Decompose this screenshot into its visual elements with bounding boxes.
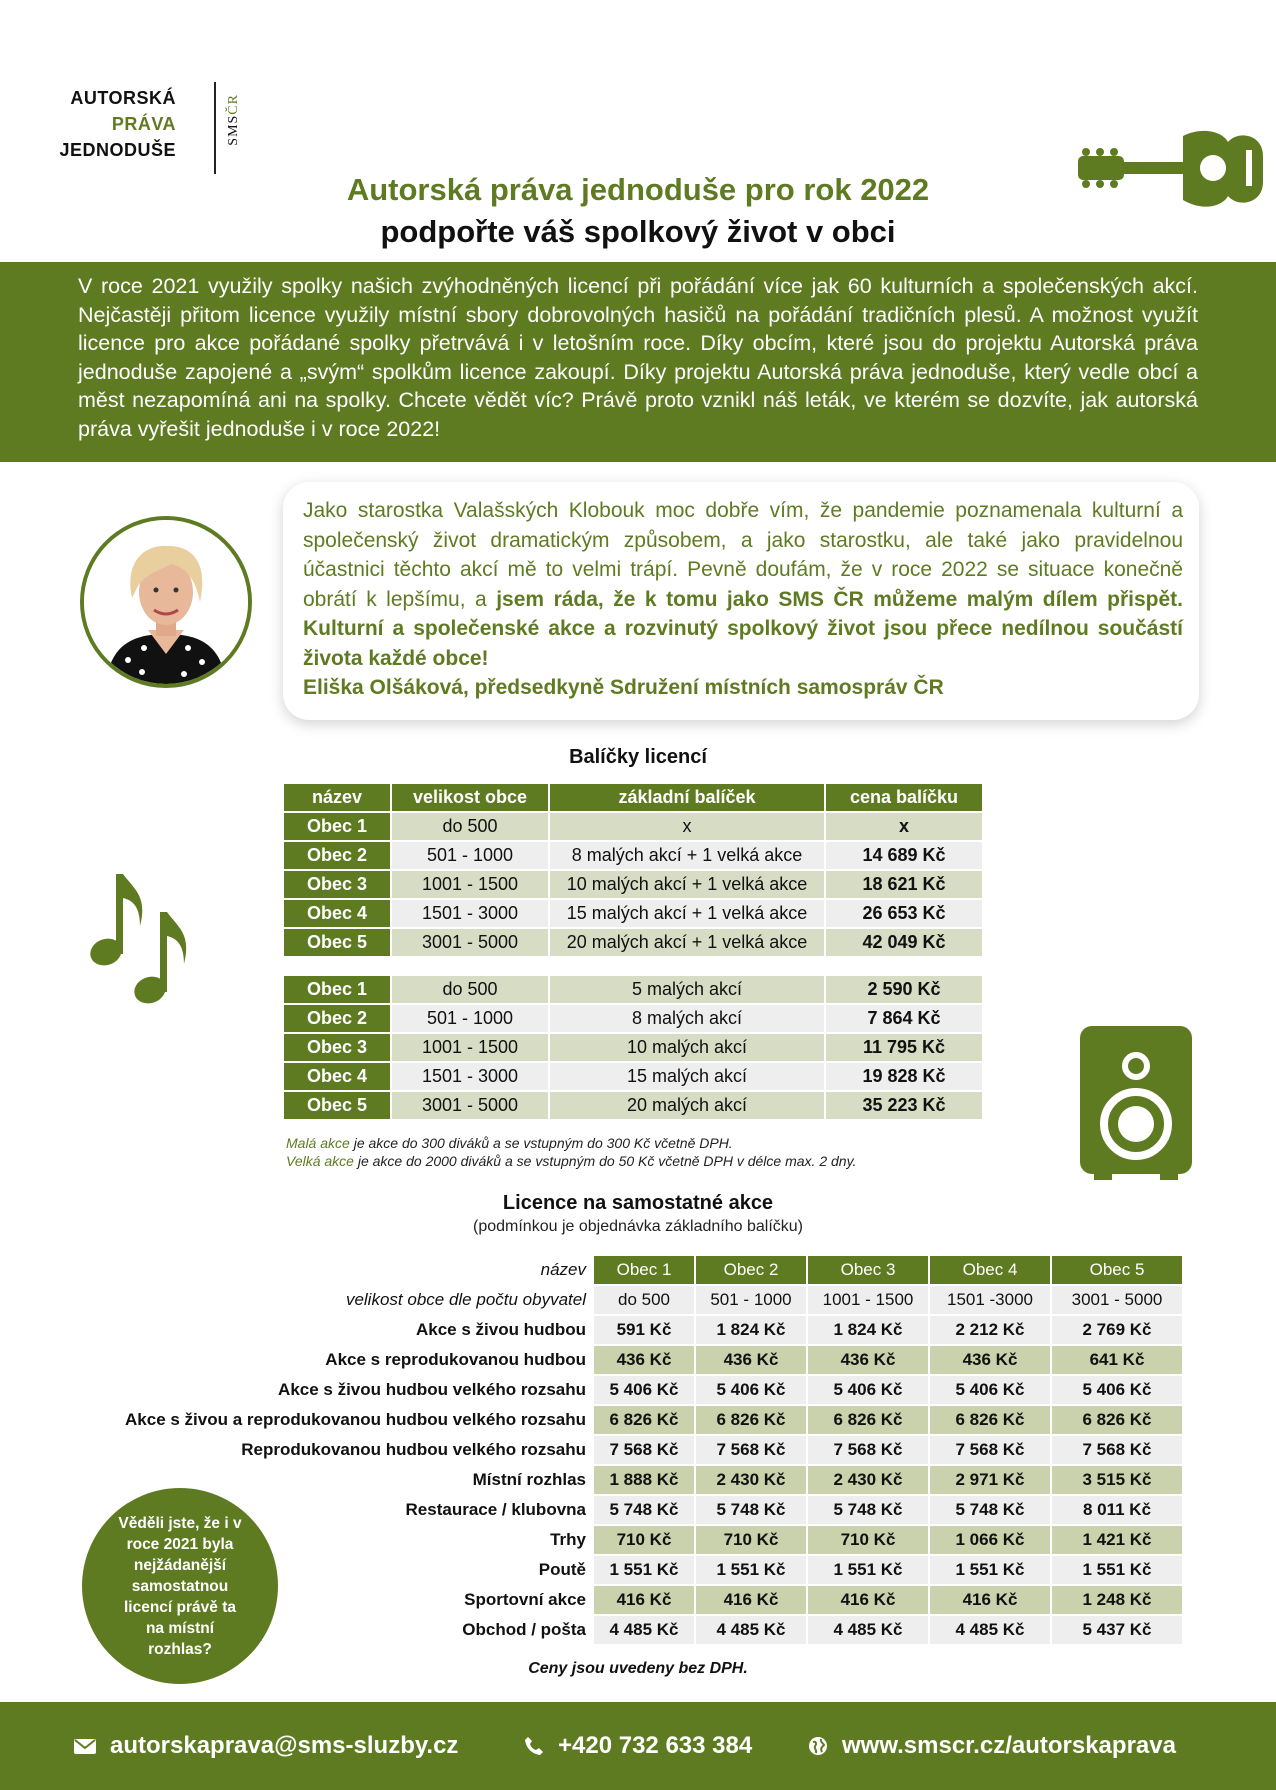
row-label: Akce s živou a reprodukovanou hudbou velkého rozsahu bbox=[125, 1410, 586, 1429]
basic-package-content: 8 malých akcí + 1 velká akce bbox=[550, 842, 824, 869]
licences-subtitle: (podmínkou je objednávka základního balíčku) bbox=[473, 1218, 803, 1235]
header-velikost: velikost obce bbox=[392, 784, 548, 811]
size-cell: do 500 bbox=[594, 1286, 694, 1314]
logo-line-1: AUTORSKÁ bbox=[70, 88, 176, 108]
price-cell: 6 826 Kč bbox=[594, 1406, 694, 1434]
footer-email[interactable] bbox=[74, 1732, 458, 1760]
price-cell: 1 551 Kč bbox=[594, 1556, 694, 1584]
price-cell: 1 551 Kč bbox=[808, 1556, 928, 1584]
row-label: Restaurace / klubovna bbox=[405, 1500, 586, 1519]
price-cell: 1 248 Kč bbox=[1052, 1586, 1182, 1614]
basic-package-price: 14 689 Kč bbox=[826, 842, 982, 869]
price-cell: 5 406 Kč bbox=[930, 1376, 1050, 1404]
size-label: velikost obce dle počtu obyvatel bbox=[345, 1290, 586, 1309]
price-cell: 416 Kč bbox=[594, 1586, 694, 1614]
price-cell: 2 430 Kč bbox=[696, 1466, 806, 1494]
basic-package-content: 20 malých akcí + 1 velká akce bbox=[550, 929, 824, 956]
globe-icon bbox=[808, 1736, 828, 1756]
small-package-price: 19 828 Kč bbox=[826, 1063, 982, 1090]
basic-obec-name: Obec 2 bbox=[284, 842, 390, 869]
price-cell: 591 Kč bbox=[594, 1316, 694, 1344]
music-notes-icon bbox=[88, 868, 198, 1008]
basic-obec-name: Obec 3 bbox=[284, 871, 390, 898]
price-cell: 7 568 Kč bbox=[1052, 1436, 1182, 1464]
table-row bbox=[284, 1005, 982, 1032]
basic-obec-name: Obec 4 bbox=[284, 900, 390, 927]
price-cell: 5 406 Kč bbox=[594, 1376, 694, 1404]
footer bbox=[0, 1702, 1276, 1790]
price-cell: 4 485 Kč bbox=[808, 1616, 928, 1644]
basic-obec-name: Obec 1 bbox=[284, 813, 390, 840]
price-cell: 5 748 Kč bbox=[930, 1496, 1050, 1524]
size-cell: 3001 - 5000 bbox=[1052, 1286, 1182, 1314]
column-header: Obec 5 bbox=[1052, 1256, 1182, 1284]
header-zakladni: základní balíček bbox=[550, 784, 824, 811]
licences-header-row bbox=[58, 1256, 1182, 1284]
small-obec-size: 3001 - 5000 bbox=[392, 1092, 548, 1119]
column-header: Obec 2 bbox=[696, 1256, 806, 1284]
row-label: Reprodukovanou hudbou velkého rozsahu bbox=[241, 1440, 586, 1459]
column-header: Obec 4 bbox=[930, 1256, 1050, 1284]
basic-package-content: 10 malých akcí + 1 velká akce bbox=[550, 871, 824, 898]
note-mala-term: Malá akce bbox=[286, 1135, 350, 1151]
price-cell: 2 430 Kč bbox=[808, 1466, 928, 1494]
licences-size-row bbox=[58, 1286, 1182, 1314]
row-label: Místní rozhlas bbox=[472, 1470, 586, 1489]
table-row bbox=[284, 871, 982, 898]
price-cell: 8 011 Kč bbox=[1052, 1496, 1182, 1524]
size-cell: 501 - 1000 bbox=[696, 1286, 806, 1314]
row-label: Akce s živou hudbou bbox=[415, 1320, 586, 1339]
basic-package-price: 26 653 Kč bbox=[826, 900, 982, 927]
basic-obec-size: 3001 - 5000 bbox=[392, 929, 548, 956]
price-cell: 3 515 Kč bbox=[1052, 1466, 1182, 1494]
table-row bbox=[58, 1406, 1182, 1434]
basic-package-price: 18 621 Kč bbox=[826, 871, 982, 898]
price-cell: 1 066 Kč bbox=[930, 1526, 1050, 1554]
price-cell: 6 826 Kč bbox=[696, 1406, 806, 1434]
row-label: Akce s živou hudbou velkého rozsahu bbox=[278, 1380, 586, 1399]
price-cell: 1 421 Kč bbox=[1052, 1526, 1182, 1554]
price-cell: 2 212 Kč bbox=[930, 1316, 1050, 1344]
packages-table-small bbox=[282, 974, 984, 1121]
note-velka-term: Velká akce bbox=[286, 1153, 354, 1169]
small-package-content: 5 malých akcí bbox=[550, 976, 824, 1003]
basic-obec-size: 1001 - 1500 bbox=[392, 871, 548, 898]
quote-text: Jako starostka Valašských Klobouk moc dobře vím, že pandemie poznamenala kulturní a společenský život dramatickým způsobem, a jako starostku, ale také jako pravidelnou účastnici těchto akcí mě to velmi trápí. Pevně doufám, že v roce 2022 se situace konečně obrátí k lepšímu, a bbox=[303, 499, 1183, 611]
price-cell: 1 551 Kč bbox=[1052, 1556, 1182, 1584]
price-cell: 7 568 Kč bbox=[594, 1436, 694, 1464]
table-row bbox=[284, 976, 982, 1003]
footer-web[interactable] bbox=[808, 1732, 1176, 1760]
small-obec-name: Obec 2 bbox=[284, 1005, 390, 1032]
quote-bold-text: jsem ráda, že k tomu jako SMS ČR můžeme malým dílem přispět. Kulturní a společenské akce a rozvinutý spolkový život jsou přece nedílnou součástí života každé obce! bbox=[303, 587, 1183, 670]
footer-email-text[interactable]: autorskaprava@sms-sluzby.cz bbox=[110, 1732, 459, 1759]
table-row bbox=[284, 900, 982, 927]
logo-line-2: PRÁVA bbox=[111, 114, 176, 134]
basic-package-price: x bbox=[826, 813, 982, 840]
table-row bbox=[284, 1063, 982, 1090]
price-cell: 7 568 Kč bbox=[808, 1436, 928, 1464]
small-package-price: 35 223 Kč bbox=[826, 1092, 982, 1119]
portrait-photo bbox=[80, 516, 252, 688]
logo-line-3: JEDNODUŠE bbox=[59, 140, 176, 160]
price-cell: 436 Kč bbox=[808, 1346, 928, 1374]
price-cell: 5 748 Kč bbox=[808, 1496, 928, 1524]
packages-title: Balíčky licencí bbox=[569, 746, 707, 768]
table-row bbox=[58, 1316, 1182, 1344]
page-title: Autorská práva jednoduše pro rok 2022 bbox=[346, 172, 930, 207]
intro-text: V roce 2021 využily spolky našich zvýhodněných licencí při pořádání více jak 60 kulturních a společenských akcí. Nejčastěji přitom licence využily místní sbory dobrovolných hasičů na pořádání tradičních plesů. A možnost využít licence pro akce pořádané spolky přetrvává i v letošním roce. Díky obcím, které jsou do projektu Autorská práva jednoduše zapojené a „svým“ spolkům licence zakoupí. Díky projektu Autorská práva jednoduše, který vedle obcí a měst nezapomíná ani na spolky. Chcete vědět víc? Právě proto vznikl náš leták, ve kterém se dozvíte, jak autorská práva vyřešit jednoduše i v roce 2022! bbox=[0, 262, 1276, 462]
price-cell: 5 748 Kč bbox=[594, 1496, 694, 1524]
price-cell: 6 826 Kč bbox=[808, 1406, 928, 1434]
logo-divider bbox=[214, 82, 216, 174]
table-row bbox=[284, 1092, 982, 1119]
price-cell: 416 Kč bbox=[930, 1586, 1050, 1614]
price-cell: 6 826 Kč bbox=[930, 1406, 1050, 1434]
price-cell: 1 824 Kč bbox=[696, 1316, 806, 1344]
basic-obec-size: do 500 bbox=[392, 813, 548, 840]
price-cell: 5 437 Kč bbox=[1052, 1616, 1182, 1644]
did-you-know-bubble: Věděli jste, že i v roce 2021 byla nejžádanější samostatnou licencí právě ta na místní rozhlas? bbox=[82, 1488, 278, 1684]
table-row bbox=[58, 1376, 1182, 1404]
footer-phone-text[interactable]: +420 732 633 384 bbox=[558, 1732, 753, 1759]
vat-note: Ceny jsou uvedeny bez DPH. bbox=[528, 1660, 748, 1677]
small-package-content: 15 malých akcí bbox=[550, 1063, 824, 1090]
row-label: Trhy bbox=[550, 1530, 586, 1549]
table-row bbox=[284, 842, 982, 869]
small-obec-name: Obec 3 bbox=[284, 1034, 390, 1061]
basic-package-price: 42 049 Kč bbox=[826, 929, 982, 956]
price-cell: 710 Kč bbox=[808, 1526, 928, 1554]
small-package-price: 11 795 Kč bbox=[826, 1034, 982, 1061]
price-cell: 7 568 Kč bbox=[696, 1436, 806, 1464]
price-cell: 4 485 Kč bbox=[594, 1616, 694, 1644]
quote-author: Eliška Olšáková, předsedkyně Sdružení místních samospráv ČR bbox=[303, 676, 944, 699]
speaker-icon bbox=[1080, 1026, 1192, 1180]
price-cell: 641 Kč bbox=[1052, 1346, 1182, 1374]
size-cell: 1001 - 1500 bbox=[808, 1286, 928, 1314]
header-cena: cena balíčku bbox=[826, 784, 982, 811]
price-cell: 7 568 Kč bbox=[930, 1436, 1050, 1464]
price-cell: 4 485 Kč bbox=[930, 1616, 1050, 1644]
packages-notes bbox=[286, 1134, 856, 1170]
price-cell: 6 826 Kč bbox=[1052, 1406, 1182, 1434]
row-label: Akce s reprodukovanou hudbou bbox=[325, 1350, 586, 1369]
page-subtitle: podpořte váš spolkový život v obci bbox=[380, 214, 896, 249]
price-cell: 2 971 Kč bbox=[930, 1466, 1050, 1494]
price-cell: 436 Kč bbox=[594, 1346, 694, 1374]
price-cell: 1 551 Kč bbox=[930, 1556, 1050, 1584]
column-header: Obec 3 bbox=[808, 1256, 928, 1284]
row-label: Sportovní akce bbox=[464, 1590, 586, 1609]
small-obec-name: Obec 5 bbox=[284, 1092, 390, 1119]
table-row bbox=[58, 1436, 1182, 1464]
table-row bbox=[58, 1346, 1182, 1374]
price-cell: 1 824 Kč bbox=[808, 1316, 928, 1344]
small-obec-size: 1501 - 3000 bbox=[392, 1063, 548, 1090]
logo-sms: SMSČR bbox=[226, 94, 241, 146]
table-row bbox=[284, 1034, 982, 1061]
basic-package-content: 15 malých akcí + 1 velká akce bbox=[550, 900, 824, 927]
table-row bbox=[284, 813, 982, 840]
price-cell: 1 888 Kč bbox=[594, 1466, 694, 1494]
licences-title: Licence na samostatné akce bbox=[502, 1192, 774, 1214]
price-cell: 416 Kč bbox=[696, 1586, 806, 1614]
column-header: Obec 1 bbox=[594, 1256, 694, 1284]
email-icon bbox=[74, 1737, 96, 1755]
price-cell: 436 Kč bbox=[696, 1346, 806, 1374]
price-cell: 710 Kč bbox=[696, 1526, 806, 1554]
small-package-price: 2 590 Kč bbox=[826, 976, 982, 1003]
note-velka-text: je akce do 2000 diváků a se vstupným do 50 Kč včetně DPH v délce max. 2 dny. bbox=[353, 1153, 857, 1169]
price-cell: 5 406 Kč bbox=[696, 1376, 806, 1404]
price-cell: 5 406 Kč bbox=[1052, 1376, 1182, 1404]
size-cell: 1501 -3000 bbox=[930, 1286, 1050, 1314]
price-cell: 710 Kč bbox=[594, 1526, 694, 1554]
footer-web-text[interactable]: www.smscr.cz/autorskaprava bbox=[842, 1732, 1176, 1759]
small-obec-name: Obec 4 bbox=[284, 1063, 390, 1090]
price-cell: 5 748 Kč bbox=[696, 1496, 806, 1524]
table-row bbox=[58, 1466, 1182, 1494]
name-label: název bbox=[540, 1260, 586, 1279]
row-label: Obchod / pošta bbox=[462, 1620, 586, 1639]
table-row bbox=[284, 929, 982, 956]
small-package-price: 7 864 Kč bbox=[826, 1005, 982, 1032]
row-label: Poutě bbox=[538, 1560, 586, 1579]
price-cell: 2 769 Kč bbox=[1052, 1316, 1182, 1344]
basic-obec-size: 1501 - 3000 bbox=[392, 900, 548, 927]
phone-icon bbox=[524, 1736, 544, 1756]
basic-obec-size: 501 - 1000 bbox=[392, 842, 548, 869]
note-mala-text: je akce do 300 diváků a se vstupným do 300 Kč včetně DPH. bbox=[349, 1135, 733, 1151]
small-obec-size: do 500 bbox=[392, 976, 548, 1003]
price-cell: 1 551 Kč bbox=[696, 1556, 806, 1584]
small-obec-size: 1001 - 1500 bbox=[392, 1034, 548, 1061]
price-cell: 5 406 Kč bbox=[808, 1376, 928, 1404]
footer-phone[interactable] bbox=[524, 1732, 752, 1760]
small-package-content: 20 malých akcí bbox=[550, 1092, 824, 1119]
small-package-content: 8 malých akcí bbox=[550, 1005, 824, 1032]
small-obec-name: Obec 1 bbox=[284, 976, 390, 1003]
basic-package-content: x bbox=[550, 813, 824, 840]
small-obec-size: 501 - 1000 bbox=[392, 1005, 548, 1032]
small-package-content: 10 malých akcí bbox=[550, 1034, 824, 1061]
price-cell: 436 Kč bbox=[930, 1346, 1050, 1374]
price-cell: 416 Kč bbox=[808, 1586, 928, 1614]
logo bbox=[59, 88, 260, 170]
quote-box bbox=[283, 482, 1199, 720]
basic-obec-name: Obec 5 bbox=[284, 929, 390, 956]
price-cell: 4 485 Kč bbox=[696, 1616, 806, 1644]
packages-table-basic bbox=[282, 782, 984, 958]
header-nazev: název bbox=[284, 784, 390, 811]
